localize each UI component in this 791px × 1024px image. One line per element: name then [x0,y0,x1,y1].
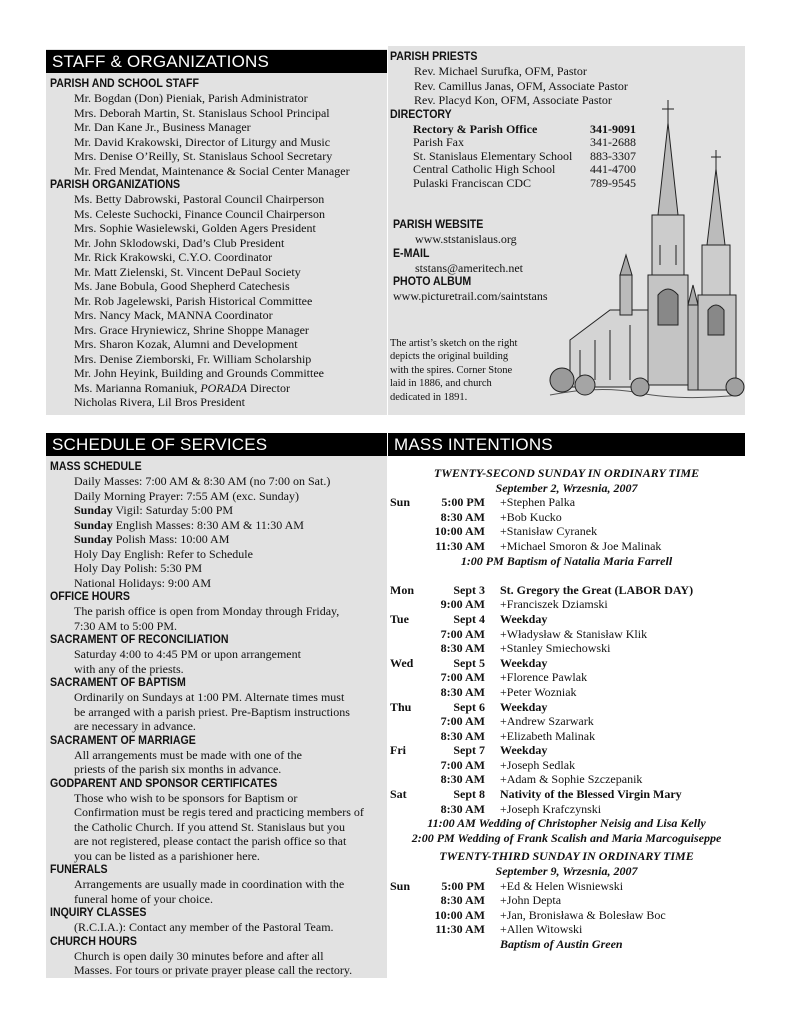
table-row [388,524,745,539]
intention-cell: Weekday [500,743,548,758]
table-row [388,627,745,642]
list-item: Sunday English Masses: 8:30 AM & 11:30 AM [74,517,304,532]
table-row [388,685,745,700]
time-cell: 7:00 AM [440,714,485,729]
time-cell: 10:00 AM [434,907,485,922]
list-item: funeral home of your choice. [74,891,213,906]
table-row [388,700,745,715]
list-item: Confirmation must be regis tered and practicing members of [74,805,364,819]
list-item: Mr. Matt Zielenski, St. Vincent DePaul Society [74,264,301,279]
directory-phone: 341-2688 [590,135,636,150]
list-item: Rev. Michael Surufka, OFM, Pastor [414,64,587,78]
staff-title: STAFF & ORGANIZATIONS [46,50,387,73]
table-row [388,670,745,685]
list-item: Mr. Bogdan (Don) Pieniak, Parish Administrator [74,91,308,105]
list-item: Mrs. Sharon Kozak, Alumni and Development [74,337,298,351]
table-row [388,612,745,627]
table-row [388,802,745,817]
day-cell: Tue [390,611,409,626]
time-cell: 8:30 AM [440,801,485,816]
schedule-column [50,460,387,978]
intention-cell: Nativity of the Blessed Virgin Mary [500,787,682,802]
directory-name: Parish Fax [413,135,464,150]
table-row [388,908,745,923]
email-heading: E-MAIL [393,247,430,260]
table-row [388,758,745,773]
list-item: with any of the priests. [74,661,184,676]
caption-line: depicts the original building [390,351,509,363]
date-cell: Sept 3 [453,582,485,597]
intention-cell: St. Gregory the Great (LABOR DAY) [500,582,694,597]
list-item: Rev. Placyd Kon, OFM, Associate Pastor [414,93,612,107]
time-cell: 9:00 AM [440,597,485,612]
day-cell: Wed [390,655,414,670]
mass-schedule-heading: MASS SCHEDULE [50,461,142,473]
section-heading: OFFICE HOURS [50,591,130,603]
list-item: All arrangements must be made with one of the [74,747,302,762]
date-cell: Sept 6 [453,699,485,714]
intention-cell: +Władysław & Stanisław Klik [500,626,648,641]
list-item: Mr. Rick Krakowski, C.Y.O. Coordinator [74,250,273,264]
day-cell: Sun [390,878,411,893]
week-date: September 9, Wrzesnia, 2007 [495,864,638,879]
list-item: Ordinarily on Sundays at 1:00 PM. Alternate times must [74,690,345,704]
list-item: are not registered, please contact the parish office so that [74,834,347,848]
time-cell: 8:30 AM [440,893,485,908]
list-item: Mr. John Sklodowski, Dad’s Club President [74,235,285,250]
list-item: priests of the parish six months in advance. [74,762,282,776]
intention-cell: Weekday [500,699,548,714]
time-cell: 10:00 AM [434,524,485,539]
intention-cell: +Ed & Helen Wisniewski [500,878,624,893]
table-row [388,495,745,510]
time-cell: 8:30 AM [440,772,485,787]
list-item: Sunday Polish Mass: 10:00 AM [74,532,230,546]
intentions-title: MASS INTENTIONS [388,433,745,456]
time-cell: 11:30 AM [435,538,485,553]
date-cell: Sept 5 [453,655,485,670]
list-item: Church is open daily 30 minutes before and after all [74,948,324,963]
list-item: Mrs. Nancy Mack, MANNA Coordinator [74,308,273,322]
intention-cell: Weekday [500,655,548,670]
intention-cell: Weekday [500,611,548,626]
list-item: Daily Masses: 7:00 AM & 8:30 AM (no 7:00 on Sat.) [74,474,331,488]
directory-name: Rectory & Parish Office [413,121,538,136]
section-heading: SACRAMENT OF RECONCILIATION [50,634,229,646]
day-cell: Mon [390,582,414,597]
caption-line: dedicated in 1891. [390,391,468,403]
staff-column [50,77,385,410]
time-cell: 8:30 AM [440,684,485,699]
intentions-column [388,466,745,952]
time-cell: 7:00 AM [440,757,485,772]
intention-cell: +Adam & Sophie Szczepanik [500,772,643,787]
intention-cell: +Stanley Smiechowski [500,641,611,656]
list-item: Nicholas Rivera, Lil Bros President [74,395,245,409]
list-item: Holy Day English: Refer to Schedule [74,546,253,561]
intention-cell: +Jan, Bronisława & Bolesław Boc [500,907,666,922]
table-row [388,656,745,671]
day-cell: Sun [390,495,411,510]
date-cell: Sept 8 [453,787,485,802]
table-row [388,893,745,908]
day-cell: Thu [390,699,412,714]
website-link[interactable]: www.ststanislaus.org [415,232,517,246]
table-row [388,641,745,656]
section-heading: INQUIRY CLASSES [50,907,147,919]
spacer [388,568,745,583]
list-item: Ms. Jane Bobula, Good Shepherd Catechesis [74,279,290,293]
list-item: Mr. John Heyink, Building and Grounds Committee [74,366,324,380]
list-item: 7:30 AM to 5:00 PM. [74,618,178,633]
album-link[interactable]: www.picturetrail.com/saintstans [393,289,548,303]
list-item: Mrs. Deborah Martin, St. Stanislaus School Principal [74,105,330,120]
album-heading: PHOTO ALBUM [393,276,472,288]
mass-schedule-list [50,474,387,503]
intention-cell: +Allen Witowski [500,922,583,937]
day-cell: Sat [390,787,407,802]
directory-phone: 441-4700 [590,162,636,177]
intention-cell: +Joseph Sedlak [500,757,576,772]
intention-cell: +Elizabeth Malinak [500,728,596,743]
table-row [388,510,745,525]
intention-cell: +Bob Kucko [500,509,562,524]
list-item: Mr. Rob Jagelewski, Parish Historical Committee [74,293,313,308]
intention-cell: +John Depta [500,893,562,908]
week-date: September 2, Wrzesnia, 2007 [495,480,638,495]
time-cell: 11:30 AM [435,922,485,937]
week-title: TWENTY-SECOND SUNDAY IN ORDINARY TIME [433,466,700,480]
sketch-caption [390,337,560,404]
table-row [388,922,745,937]
list-item: Daily Morning Prayer: 7:55 AM (exc. Sunday) [74,488,299,503]
intention-cell: +Franciszek Dziamski [500,597,608,612]
email-link[interactable]: ststans@ameritech.net [415,260,524,275]
list-item: Rev. Camillus Janas, OFM, Associate Pastor [414,78,628,93]
orgs-heading: PARISH ORGANIZATIONS [50,179,181,191]
section-heading: SACRAMENT OF BAPTISM [50,677,186,689]
table-row [388,597,745,612]
table-row [388,879,745,894]
list-item: (R.C.I.A.): Contact any member of the Pastoral Team. [74,920,334,934]
baptism-note [388,937,745,952]
date-cell: Sept 4 [453,611,485,626]
baptism-note: 1:00 PM Baptism of Natalia Maria Farrell [460,553,673,568]
list-item: Those who wish to be sponsors for Baptism or [74,790,298,805]
list-item: Arrangements are usually made in coordination with the [74,877,345,891]
list-item: Mrs. Sophie Wasielewski, Golden Agers President [74,221,316,235]
directory-name: St. Stanislaus Elementary School [413,148,573,163]
church-sketch-image [540,95,745,415]
list-item: Mr. Dan Kane Jr., Business Manager [74,120,251,134]
school-staff-heading: PARISH AND SCHOOL STAFF [50,78,199,90]
list-item: Saturday 4:00 to 4:45 PM or upon arrangement [74,647,301,661]
list-item: Mr. David Krakowski, Director of Liturgy and Music [74,134,331,149]
schedule-title: SCHEDULE OF SERVICES [46,433,387,456]
directory-name: Central Catholic High School [413,162,556,177]
table-row [388,539,745,554]
directory-heading: DIRECTORY [390,108,452,121]
list-item: Holy Day Polish: 5:30 PM [74,561,203,575]
baptism-text: Baptism of Austin Green [500,937,623,951]
caption-line: The artist’s sketch on the right [390,338,518,349]
list-item: National Holidays: 9:00 AM [74,575,211,590]
section-heading: FUNERALS [50,864,108,876]
table-row [388,787,745,802]
directory-phone: 883-3307 [590,148,636,163]
mass-schedule-list [50,547,387,591]
list-item: Mrs. Denise O’Reilly, St. Stanislaus School Secretary [74,149,333,163]
section-heading: GODPARENT AND SPONSOR CERTIFICATES [50,777,278,790]
time-cell: 7:00 AM [440,626,485,641]
table-row [388,583,745,598]
wedding-note: 11:00 AM Wedding of Christopher Neisig and Lisa Kelly [427,816,706,831]
website-heading: PARISH WEBSITE [393,219,484,231]
school-staff-list [50,91,385,178]
time-cell: 5:00 PM [441,878,485,893]
list-item: Mr. Fred Mendat, Maintenance & Social Center Manager [74,163,350,178]
list-item: you can be listed as a parishioner here. [74,848,260,863]
list-item: Mrs. Denise Ziemborski, Fr. William Scholarship [74,351,312,366]
directory-name: Pulaski Franciscan CDC [413,175,531,190]
time-cell: 7:00 AM [440,670,485,685]
list-item: Mrs. Grace Hryniewicz, Shrine Shoppe Manager [74,322,309,337]
schedule-sections [50,590,387,978]
intention-cell: +Stanisław Cyranek [500,524,598,539]
list-item: be arranged with a parish priest. Pre-Baptism instructions [74,704,350,719]
time-cell: 8:30 AM [440,509,485,524]
list-item: Masses. For tours or private prayer please call the rectory. [74,963,353,977]
week-title: TWENTY-THIRD SUNDAY IN ORDINARY TIME [439,849,694,864]
intention-cell: +Peter Wozniak [500,684,577,699]
date-cell: Sept 7 [453,743,485,758]
intention-cell: +Stephen Palka [500,495,576,510]
directory-phone: 341-9091 [590,121,636,136]
intention-cell: +Joseph Krafczynski [500,801,602,816]
list-item: the Catholic Church. If you attend St. Stanislaus but you [74,819,345,834]
time-cell: 8:30 AM [440,728,485,743]
priests-heading: PARISH PRIESTS [390,51,478,63]
table-row [388,772,745,787]
intention-cell: +Florence Pawlak [500,670,588,685]
list-item: Ms. Betty Dabrowski, Pastoral Council Chairperson [74,192,325,206]
time-cell: 8:30 AM [440,641,485,656]
intention-cell: +Andrew Szarwark [500,714,594,729]
table-row [388,729,745,744]
section-heading: SACRAMENT OF MARRIAGE [50,734,196,747]
time-cell: 5:00 PM [441,495,485,510]
day-cell: Fri [390,743,406,758]
table-row [388,714,745,729]
section-heading: CHURCH HOURS [50,935,137,948]
caption-line: laid in 1886, and church [390,378,492,390]
intention-cell: +Michael Smoron & Joe Malinak [500,538,662,553]
list-item: The parish office is open from Monday through Friday, [74,604,340,618]
list-item: are necessary in advance. [74,719,196,733]
wedding-note: 2:00 PM Wedding of Frank Scalish and Maria Marcoguiseppe [411,830,722,845]
list-item: Ms. Marianna Romaniuk, PORADA Director [74,380,290,395]
directory-phone: 789-9545 [590,175,636,190]
table-row [388,743,745,758]
caption-line: with the spires. Corner Stone [390,364,513,376]
orgs-list [50,192,385,381]
list-item: Sunday Vigil: Saturday 5:00 PM [74,503,234,517]
list-item: Ms. Celeste Suchocki, Finance Council Chairperson [74,206,325,221]
